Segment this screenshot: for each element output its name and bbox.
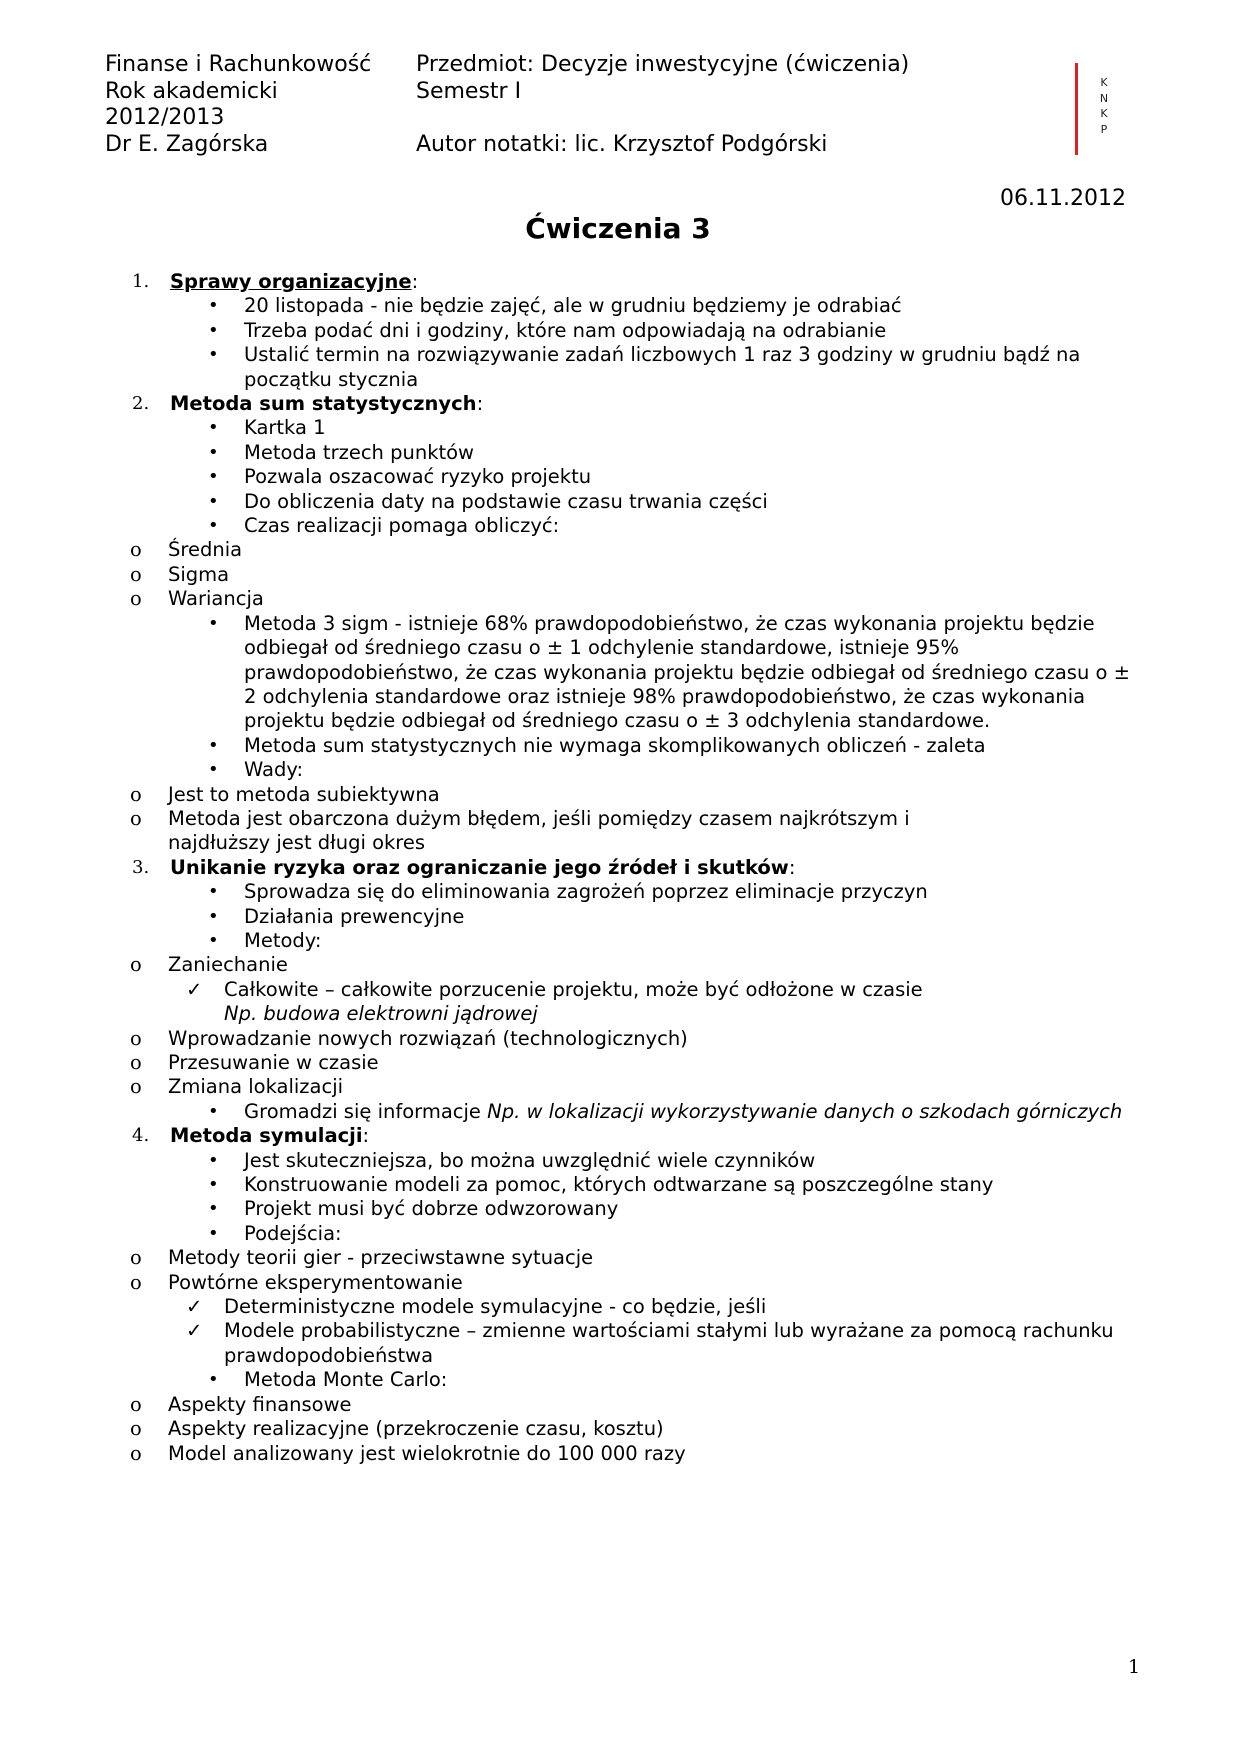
section-title: Unikanie ryzyka oraz ograniczanie jego źródeł i skutków <box>170 855 789 879</box>
bullet-icon: • <box>208 1100 219 1122</box>
sub-list-item <box>130 1075 968 1099</box>
sub-item-text: Przesuwanie w czasie <box>168 1051 379 1074</box>
list-item-text: Metoda sum statystycznych nie wymaga skomplikowanych obliczeń - zaleta <box>244 733 986 757</box>
list-item <box>208 318 1144 343</box>
o-bullet-icon: o <box>130 953 142 977</box>
bullet-icon: • <box>208 344 219 366</box>
o-bullet-icon: o <box>130 1026 142 1050</box>
sub-list-item <box>130 1392 968 1417</box>
list-item-text: Metody: <box>244 928 322 952</box>
section-colon: : <box>788 855 796 879</box>
list-item <box>208 1221 1144 1246</box>
list-item <box>208 294 1144 318</box>
list-item-text: Działania prewencyjne <box>244 904 465 928</box>
list-item <box>208 489 1144 514</box>
sub-list-item <box>130 562 968 587</box>
checkmark-icon: ✓ <box>186 977 203 1001</box>
bullet-icon: • <box>208 1222 219 1244</box>
list-item-text: Ustalić termin na rozwiązywanie zadań liczbowych 1 raz 3 godziny w grudniu bądź na początku stycznia <box>244 343 1081 391</box>
section-4 <box>132 1124 1150 1148</box>
list-item <box>208 514 1144 538</box>
check-list-item <box>186 977 1144 1027</box>
sub-list-item <box>130 782 968 807</box>
list-item <box>208 928 1144 953</box>
o-bullet-icon: o <box>130 1075 142 1099</box>
o-bullet-icon: o <box>130 587 142 611</box>
logo-red-bar <box>1075 63 1078 155</box>
section-title: Metoda symulacji <box>170 1124 363 1148</box>
logo-letter: N <box>1099 91 1109 105</box>
sub-list-item <box>130 1417 968 1441</box>
bullet-icon: • <box>208 466 219 488</box>
section-colon: : <box>411 270 419 293</box>
bullet-icon: • <box>208 905 219 927</box>
bullet-icon: • <box>208 417 219 439</box>
page-number: 1 <box>1128 1656 1141 1678</box>
section-number: 4. <box>132 1125 150 1147</box>
section-number: 2. <box>132 393 150 415</box>
sub-list-item <box>130 806 968 856</box>
sub-item-text: Wariancja <box>168 587 264 611</box>
header-middle-column <box>416 52 976 158</box>
o-bullet-icon: o <box>130 806 142 830</box>
header-left-column <box>105 52 405 158</box>
knkp-logo <box>1097 75 1111 137</box>
list-item <box>208 611 1144 734</box>
sub-item-text: Metoda jest obarczona dużym błędem, jeśli pomiędzy czasem najkrótszym i najdłuższy jest długi okres <box>168 806 910 855</box>
bullet-icon: • <box>208 759 219 781</box>
sub-item-text: Powtórne eksperymentowanie <box>168 1270 463 1294</box>
list-item <box>208 440 1144 465</box>
list-item-italic: Np. w lokalizacji wykorzystywanie danych o szkodach górniczych <box>487 1099 1123 1123</box>
document-body <box>0 270 1240 1466</box>
title-text: Ćwiczenia 3 <box>525 212 711 245</box>
header-lecturer: Dr E. Zagórska <box>105 131 269 157</box>
list-item-text: Podejścia: <box>244 1221 342 1245</box>
list-item <box>208 1148 1144 1173</box>
sub-list-item <box>130 1246 968 1270</box>
bullet-icon: • <box>208 881 219 903</box>
list-item <box>208 880 1144 904</box>
sub-item-text: Model analizowany jest wielokrotnie do 100 000 razy <box>168 1441 686 1465</box>
list-item <box>208 758 1144 782</box>
list-item-text: Kartka 1 <box>244 416 326 440</box>
sub-list-item <box>130 1051 968 1075</box>
o-bullet-icon: o <box>130 782 142 806</box>
section-colon: : <box>476 392 484 416</box>
list-item <box>208 465 1144 489</box>
check-list-item <box>186 1295 1144 1319</box>
header-faculty: Finanse i Rachunkowość <box>105 52 372 77</box>
section-title: Metoda sum statystycznych <box>170 392 477 416</box>
sub-item-text: Wprowadzanie nowych rozwiązań (technologicznych) <box>168 1026 688 1050</box>
list-item-text: Gromadzi się informacje <box>244 1099 488 1123</box>
list-item-text: Projekt musi być dobrze odwzorowany <box>244 1197 619 1221</box>
bullet-icon: • <box>208 441 219 463</box>
sub-list-item <box>130 1270 968 1295</box>
list-item-text: Konstruowanie modeli za pomoc, których odtwarzane są poszczególne stany <box>244 1173 994 1197</box>
list-item <box>208 1173 1144 1197</box>
list-item <box>208 343 1144 392</box>
o-bullet-icon: o <box>130 1246 142 1270</box>
section-colon: : <box>362 1124 370 1148</box>
header-subject: Przedmiot: Decyzje inwestycyjne (ćwiczenia) <box>416 52 910 77</box>
o-bullet-icon: o <box>130 1270 142 1294</box>
bullet-icon: • <box>208 295 219 317</box>
list-item <box>208 733 1144 758</box>
sub-item-text: Średnia <box>168 538 243 562</box>
section-3 <box>132 855 1150 880</box>
header-semester: Semestr I <box>416 78 522 104</box>
header-academic-year: 2012/2013 <box>105 105 225 130</box>
list-item-text: Do obliczenia daty na podstawie czasu trwania części <box>244 489 768 513</box>
bullet-icon: • <box>208 1174 219 1196</box>
bullet-icon: • <box>208 734 219 756</box>
sub-item-text: Metody teorii gier - przeciwstawne sytuacje <box>168 1246 594 1270</box>
sub-list-item <box>130 953 968 977</box>
sub-item-text: Zmiana lokalizacji <box>168 1075 344 1099</box>
section-1 <box>132 270 1150 294</box>
list-item-text: Metoda trzech punktów <box>244 440 475 464</box>
list-item-text: Metoda 3 sigm - istnieje 68% prawdopodobieństwo, że czas wykonania projektu będzie odbiegał od średniego czasu o ± 1 odchylenie standardowe, istnieje 95% prawdopodobieństwo, że czas wykonania projektu będzie odbiegał od średniego czasu o ± 2 odchylenia standardowe oraz istnieje 98% prawdopodobieństwo, że czas wykonania projektu będzie odbiegał od średniego czasu o ± 3 odchylenia standardowe. <box>244 611 1130 733</box>
sub-item-text: Jest to metoda subiektywna <box>168 782 440 806</box>
o-bullet-icon: o <box>130 1441 142 1465</box>
bullet-icon: • <box>208 612 219 634</box>
checkmark-icon: ✓ <box>186 1295 203 1319</box>
check-item-text: Całkowite – całkowite porzucenie projektu, może być odłożone w czasie <box>224 977 923 1001</box>
sub-list-item <box>130 587 968 611</box>
o-bullet-icon: o <box>130 562 142 586</box>
document-date: 06.11.2012 <box>1000 186 1126 211</box>
list-item <box>208 416 1144 440</box>
list-item-text: Metoda Monte Carlo: <box>244 1368 448 1392</box>
bullet-icon: • <box>208 929 219 951</box>
check-item-text: Deterministyczne modele symulacyjne - co będzie, jeśli <box>224 1295 767 1319</box>
bullet-icon: • <box>208 1198 219 1220</box>
sub-item-text: Zaniechanie <box>168 953 288 977</box>
logo-letter: K <box>1100 107 1108 120</box>
bullet-icon: • <box>208 319 219 341</box>
o-bullet-icon: o <box>130 538 142 562</box>
list-item <box>208 904 1144 929</box>
bullet-icon: • <box>208 490 219 512</box>
checkmark-icon: ✓ <box>186 1319 203 1343</box>
section-2 <box>132 392 1150 416</box>
bullet-icon: • <box>208 1369 219 1391</box>
o-bullet-icon: o <box>130 1417 142 1441</box>
list-item-text: Jest skuteczniejsza, bo można uwzględnić wiele czynników <box>244 1148 816 1172</box>
list-item <box>208 1099 1144 1124</box>
o-bullet-icon: o <box>130 1392 142 1416</box>
logo-letter: P <box>1100 122 1108 136</box>
section-number: 1. <box>132 271 150 292</box>
list-item-text: Wady: <box>244 758 304 782</box>
sub-list-item <box>130 1026 968 1051</box>
list-item-text: Czas realizacji pomaga obliczyć: <box>244 514 560 538</box>
bullet-icon: • <box>208 515 219 537</box>
list-item <box>208 1368 1144 1392</box>
list-item-text: Trzeba podać dni i godziny, które nam odpowiadają na odrabianie <box>244 318 887 342</box>
sub-item-text: Aspekty realizacyjne (przekroczenie czasu, kosztu) <box>168 1417 664 1441</box>
sub-list-item <box>130 1441 968 1466</box>
section-number: 3. <box>132 856 150 878</box>
list-item-text: Pozwala oszacować ryzyko projektu <box>244 465 592 489</box>
list-item-text: 20 listopada - nie będzie zajęć, ale w grudniu będziemy je odrabiać <box>244 294 902 318</box>
section-title: Sprawy organizacyjne <box>170 270 412 293</box>
sub-item-text: Aspekty finansowe <box>168 1392 352 1416</box>
check-item-text: Modele probabilistyczne – zmienne wartościami stałymi lub wyrażane za pomocą rachunku prawdopodobieństwa <box>224 1319 1114 1367</box>
header-academic-year-label: Rok akademicki <box>105 78 278 104</box>
bullet-icon: • <box>208 1149 219 1171</box>
check-list-item <box>186 1319 1124 1368</box>
sub-item-text: Sigma <box>168 562 230 586</box>
document-title <box>0 212 1240 245</box>
list-item <box>208 1197 1144 1221</box>
o-bullet-icon: o <box>130 1051 142 1074</box>
sub-list-item <box>130 538 968 562</box>
logo-letter: K <box>1100 76 1108 89</box>
example-text: Np. budowa elektrowni jądrowej <box>224 1002 538 1026</box>
list-item-text: Sprowadza się do eliminowania zagrożeń poprzez eliminacje przyczyn <box>244 880 928 904</box>
header-author: Autor notatki: lic. Krzysztof Podgórski <box>416 131 828 157</box>
